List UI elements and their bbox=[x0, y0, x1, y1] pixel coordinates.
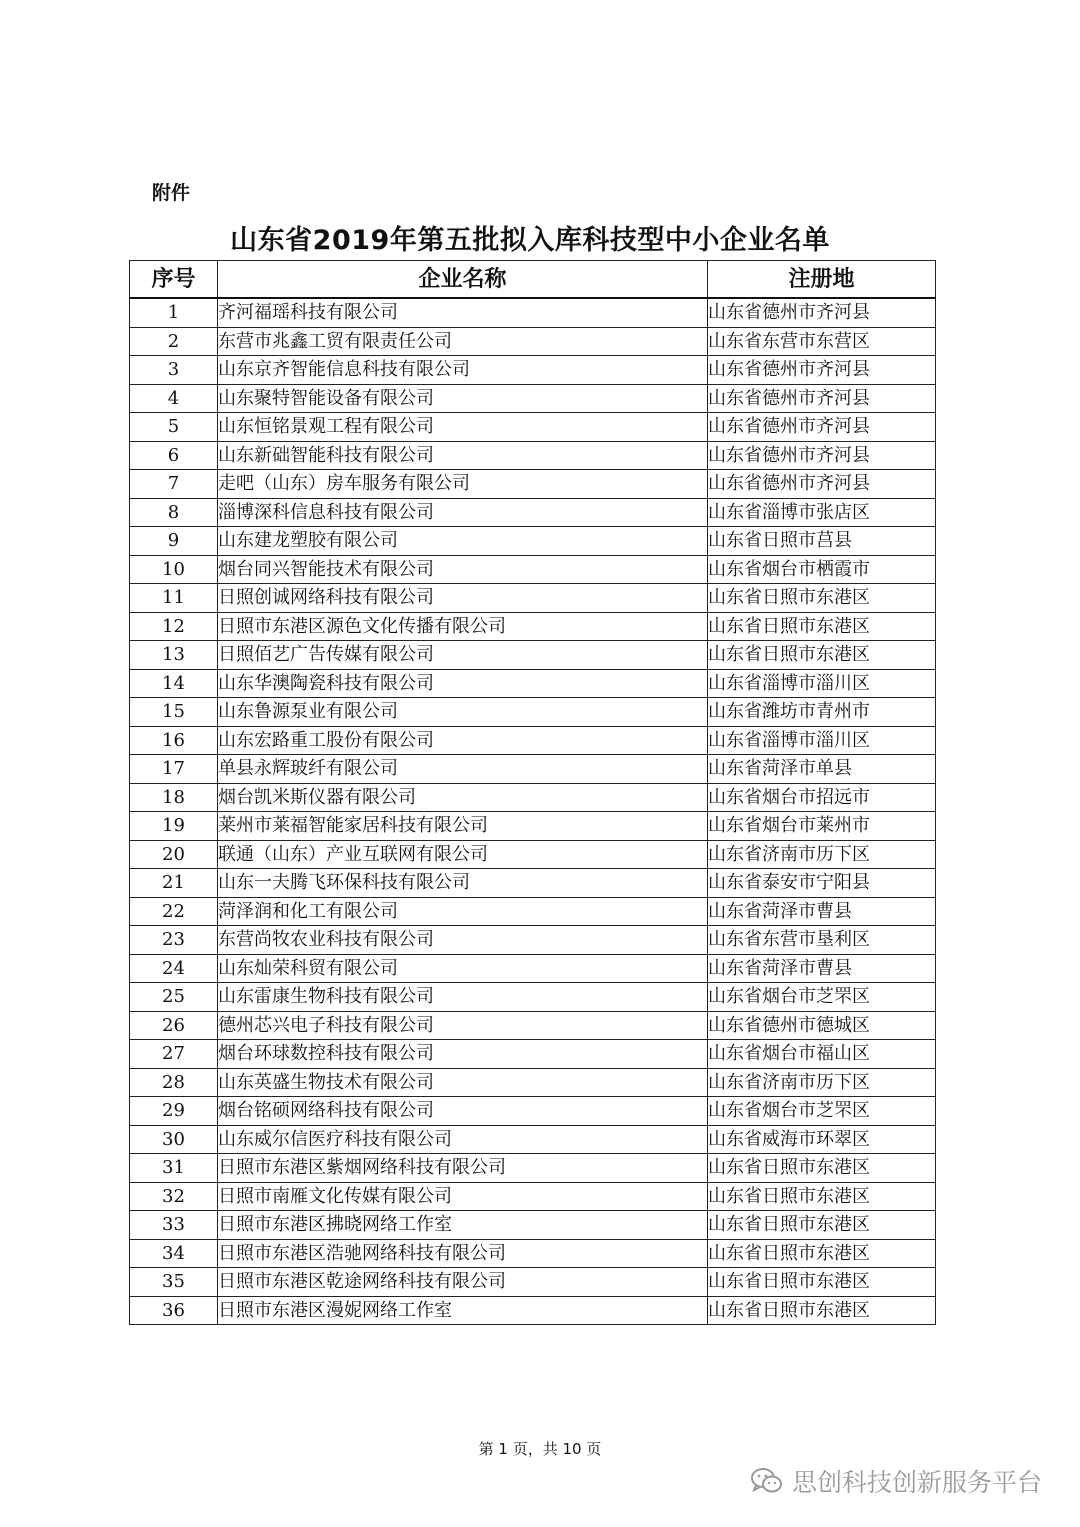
table-row bbox=[130, 612, 936, 641]
table-row bbox=[130, 698, 936, 727]
table-row bbox=[130, 783, 936, 812]
table-row bbox=[130, 1239, 936, 1268]
row-number-cell: 36 bbox=[130, 1296, 218, 1325]
row-number-cell: 6 bbox=[130, 441, 218, 470]
registration-place-cell: 山东省日照市莒县 bbox=[708, 527, 936, 556]
enterprise-name-cell: 日照佰艺广告传媒有限公司 bbox=[218, 641, 708, 670]
table-row bbox=[130, 1011, 936, 1040]
row-number-cell: 29 bbox=[130, 1097, 218, 1126]
registration-place-cell: 山东省菏泽市曹县 bbox=[708, 897, 936, 926]
registration-place-cell: 山东省日照市东港区 bbox=[708, 584, 936, 613]
registration-place-cell: 山东省淄博市张店区 bbox=[708, 498, 936, 527]
registration-place-cell: 山东省德州市齐河县 bbox=[708, 413, 936, 442]
enterprise-name-cell: 山东一夫腾飞环保科技有限公司 bbox=[218, 869, 708, 898]
registration-place-cell: 山东省烟台市招远市 bbox=[708, 783, 936, 812]
table-row bbox=[130, 327, 936, 356]
registration-place-cell: 山东省日照市东港区 bbox=[708, 1182, 936, 1211]
table-row bbox=[130, 840, 936, 869]
registration-place-cell: 山东省德州市齐河县 bbox=[708, 470, 936, 499]
enterprise-name-cell: 烟台铭硕网络科技有限公司 bbox=[218, 1097, 708, 1126]
table-row bbox=[130, 356, 936, 385]
enterprise-name-cell: 淄博深科信息科技有限公司 bbox=[218, 498, 708, 527]
row-number-cell: 23 bbox=[130, 926, 218, 955]
table-row bbox=[130, 897, 936, 926]
enterprise-name-cell: 山东恒铭景观工程有限公司 bbox=[218, 413, 708, 442]
registration-place-cell: 山东省烟台市福山区 bbox=[708, 1040, 936, 1069]
row-number-cell: 19 bbox=[130, 812, 218, 841]
registration-place-cell: 山东省泰安市宁阳县 bbox=[708, 869, 936, 898]
table-row bbox=[130, 926, 936, 955]
row-number-cell: 1 bbox=[130, 298, 218, 327]
registration-place-cell: 山东省菏泽市曹县 bbox=[708, 954, 936, 983]
registration-place-cell: 山东省淄博市淄川区 bbox=[708, 726, 936, 755]
registration-place-cell: 山东省德州市齐河县 bbox=[708, 356, 936, 385]
table-row bbox=[130, 1068, 936, 1097]
enterprise-name-cell: 山东聚特智能设备有限公司 bbox=[218, 384, 708, 413]
row-number-cell: 5 bbox=[130, 413, 218, 442]
enterprise-name-cell: 烟台同兴智能技术有限公司 bbox=[218, 555, 708, 584]
registration-place-cell: 山东省日照市东港区 bbox=[708, 1268, 936, 1297]
enterprise-name-cell: 莱州市莱福智能家居科技有限公司 bbox=[218, 812, 708, 841]
row-number-cell: 3 bbox=[130, 356, 218, 385]
registration-place-cell: 山东省菏泽市单县 bbox=[708, 755, 936, 784]
enterprise-list-table bbox=[129, 260, 936, 1325]
registration-place-cell: 山东省烟台市芝罘区 bbox=[708, 1097, 936, 1126]
row-number-cell: 26 bbox=[130, 1011, 218, 1040]
registration-place-cell: 山东省济南市历下区 bbox=[708, 1068, 936, 1097]
column-header-registration-place: 注册地 bbox=[708, 261, 936, 299]
enterprise-name-cell: 日照市东港区拂晓网络工作室 bbox=[218, 1211, 708, 1240]
watermark bbox=[750, 1463, 1042, 1499]
row-number-cell: 24 bbox=[130, 954, 218, 983]
row-number-cell: 34 bbox=[130, 1239, 218, 1268]
registration-place-cell: 山东省日照市东港区 bbox=[708, 641, 936, 670]
registration-place-cell: 山东省日照市东港区 bbox=[708, 1154, 936, 1183]
attachment-label: 附件 bbox=[152, 182, 191, 204]
registration-place-cell: 山东省潍坊市青州市 bbox=[708, 698, 936, 727]
row-number-cell: 7 bbox=[130, 470, 218, 499]
table-row bbox=[130, 812, 936, 841]
row-number-cell: 32 bbox=[130, 1182, 218, 1211]
row-number-cell: 9 bbox=[130, 527, 218, 556]
row-number-cell: 20 bbox=[130, 840, 218, 869]
table-row bbox=[130, 470, 936, 499]
table-row bbox=[130, 441, 936, 470]
table-header-row bbox=[130, 261, 936, 299]
enterprise-name-cell: 日照市东港区浩驰网络科技有限公司 bbox=[218, 1239, 708, 1268]
table-row bbox=[130, 869, 936, 898]
registration-place-cell: 山东省日照市东港区 bbox=[708, 1239, 936, 1268]
enterprise-name-cell: 日照市东港区紫烟网络科技有限公司 bbox=[218, 1154, 708, 1183]
enterprise-name-cell: 东营市兆鑫工贸有限责任公司 bbox=[218, 327, 708, 356]
registration-place-cell: 山东省东营市东营区 bbox=[708, 327, 936, 356]
row-number-cell: 8 bbox=[130, 498, 218, 527]
document-title: 山东省2019年第五批拟入库科技型中小企业名单 bbox=[230, 225, 830, 256]
table-row bbox=[130, 1040, 936, 1069]
enterprise-name-cell: 烟台环球数控科技有限公司 bbox=[218, 1040, 708, 1069]
registration-place-cell: 山东省烟台市莱州市 bbox=[708, 812, 936, 841]
table-row bbox=[130, 527, 936, 556]
registration-place-cell: 山东省日照市东港区 bbox=[708, 1296, 936, 1325]
registration-place-cell: 山东省日照市东港区 bbox=[708, 612, 936, 641]
column-header-enterprise-name: 企业名称 bbox=[218, 261, 708, 299]
enterprise-name-cell: 德州芯兴电子科技有限公司 bbox=[218, 1011, 708, 1040]
enterprise-name-cell: 日照市东港区源色文化传播有限公司 bbox=[218, 612, 708, 641]
enterprise-name-cell: 山东灿荣科贸有限公司 bbox=[218, 954, 708, 983]
enterprise-name-cell: 山东新础智能科技有限公司 bbox=[218, 441, 708, 470]
table-row bbox=[130, 1296, 936, 1325]
table-row bbox=[130, 555, 936, 584]
enterprise-name-cell: 山东雷康生物科技有限公司 bbox=[218, 983, 708, 1012]
row-number-cell: 22 bbox=[130, 897, 218, 926]
page-footer: 第 1 页，共 10 页 bbox=[478, 1440, 602, 1458]
watermark-text: 思创科技创新服务平台 bbox=[791, 1468, 1042, 1497]
enterprise-name-cell: 烟台凯米斯仪器有限公司 bbox=[218, 783, 708, 812]
table-row bbox=[130, 1154, 936, 1183]
enterprise-name-cell: 山东鲁源泵业有限公司 bbox=[218, 698, 708, 727]
table-row bbox=[130, 413, 936, 442]
enterprise-name-cell: 齐河福瑶科技有限公司 bbox=[218, 298, 708, 327]
table-row bbox=[130, 954, 936, 983]
registration-place-cell: 山东省德州市德城区 bbox=[708, 1011, 936, 1040]
row-number-cell: 28 bbox=[130, 1068, 218, 1097]
registration-place-cell: 山东省日照市东港区 bbox=[708, 1211, 936, 1240]
registration-place-cell: 山东省德州市齐河县 bbox=[708, 441, 936, 470]
registration-place-cell: 山东省淄博市淄川区 bbox=[708, 669, 936, 698]
table-row bbox=[130, 384, 936, 413]
row-number-cell: 18 bbox=[130, 783, 218, 812]
registration-place-cell: 山东省东营市垦利区 bbox=[708, 926, 936, 955]
table-body bbox=[130, 298, 936, 1325]
table-row bbox=[130, 1182, 936, 1211]
registration-place-cell: 山东省德州市齐河县 bbox=[708, 384, 936, 413]
row-number-cell: 27 bbox=[130, 1040, 218, 1069]
row-number-cell: 21 bbox=[130, 869, 218, 898]
wechat-icon bbox=[750, 1467, 784, 1495]
table-row bbox=[130, 641, 936, 670]
column-header-number: 序号 bbox=[130, 261, 218, 299]
registration-place-cell: 山东省烟台市栖霞市 bbox=[708, 555, 936, 584]
row-number-cell: 13 bbox=[130, 641, 218, 670]
registration-place-cell: 山东省德州市齐河县 bbox=[708, 298, 936, 327]
row-number-cell: 14 bbox=[130, 669, 218, 698]
enterprise-name-cell: 山东京齐智能信息科技有限公司 bbox=[218, 356, 708, 385]
enterprise-name-cell: 日照创诚网络科技有限公司 bbox=[218, 584, 708, 613]
table-row bbox=[130, 755, 936, 784]
enterprise-name-cell: 山东威尔信医疗科技有限公司 bbox=[218, 1125, 708, 1154]
row-number-cell: 17 bbox=[130, 755, 218, 784]
row-number-cell: 35 bbox=[130, 1268, 218, 1297]
table-row bbox=[130, 669, 936, 698]
table-row bbox=[130, 498, 936, 527]
row-number-cell: 10 bbox=[130, 555, 218, 584]
row-number-cell: 12 bbox=[130, 612, 218, 641]
row-number-cell: 16 bbox=[130, 726, 218, 755]
enterprise-name-cell: 东营尚牧农业科技有限公司 bbox=[218, 926, 708, 955]
enterprise-name-cell: 山东建龙塑胶有限公司 bbox=[218, 527, 708, 556]
registration-place-cell: 山东省济南市历下区 bbox=[708, 840, 936, 869]
registration-place-cell: 山东省烟台市芝罘区 bbox=[708, 983, 936, 1012]
enterprise-name-cell: 联通（山东）产业互联网有限公司 bbox=[218, 840, 708, 869]
row-number-cell: 33 bbox=[130, 1211, 218, 1240]
enterprise-name-cell: 走吧（山东）房车服务有限公司 bbox=[218, 470, 708, 499]
enterprise-name-cell: 日照市东港区漫妮网络工作室 bbox=[218, 1296, 708, 1325]
table-row bbox=[130, 584, 936, 613]
table-row bbox=[130, 1097, 936, 1126]
row-number-cell: 31 bbox=[130, 1154, 218, 1183]
row-number-cell: 15 bbox=[130, 698, 218, 727]
enterprise-name-cell: 单县永辉玻纤有限公司 bbox=[218, 755, 708, 784]
table-row bbox=[130, 298, 936, 327]
registration-place-cell: 山东省威海市环翠区 bbox=[708, 1125, 936, 1154]
row-number-cell: 30 bbox=[130, 1125, 218, 1154]
row-number-cell: 4 bbox=[130, 384, 218, 413]
enterprise-name-cell: 日照市南雁文化传媒有限公司 bbox=[218, 1182, 708, 1211]
enterprise-name-cell: 山东宏路重工股份有限公司 bbox=[218, 726, 708, 755]
enterprise-name-cell: 菏泽润和化工有限公司 bbox=[218, 897, 708, 926]
table-row bbox=[130, 726, 936, 755]
table-row bbox=[130, 983, 936, 1012]
enterprise-name-cell: 日照市东港区乾途网络科技有限公司 bbox=[218, 1268, 708, 1297]
row-number-cell: 11 bbox=[130, 584, 218, 613]
row-number-cell: 25 bbox=[130, 983, 218, 1012]
table-row bbox=[130, 1211, 936, 1240]
enterprise-name-cell: 山东英盛生物技术有限公司 bbox=[218, 1068, 708, 1097]
table-row bbox=[130, 1125, 936, 1154]
enterprise-name-cell: 山东华澳陶瓷科技有限公司 bbox=[218, 669, 708, 698]
table-row bbox=[130, 1268, 936, 1297]
row-number-cell: 2 bbox=[130, 327, 218, 356]
